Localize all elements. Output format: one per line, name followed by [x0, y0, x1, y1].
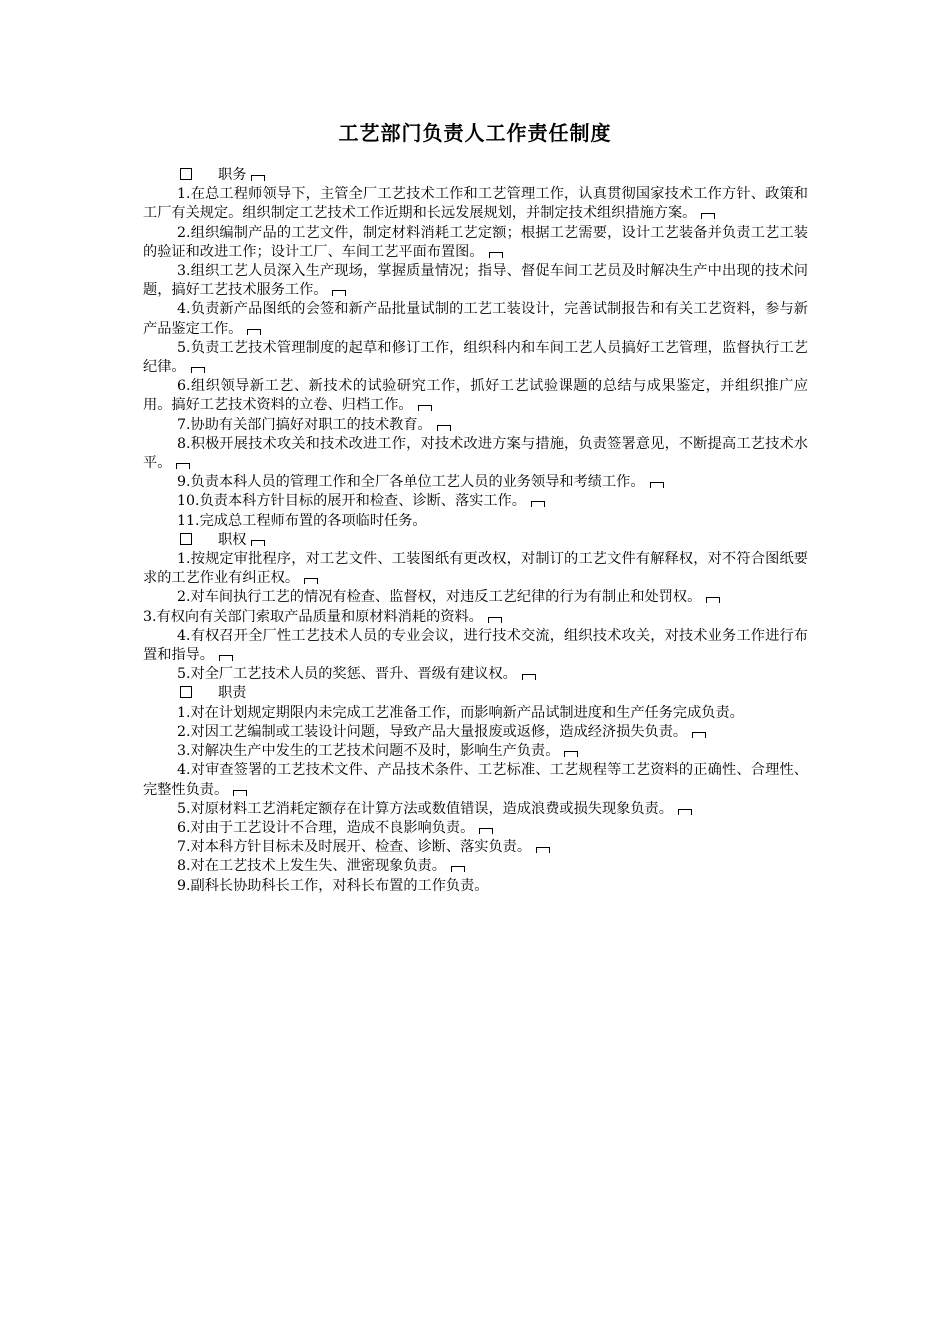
- paragraph-mark-icon: [251, 540, 265, 546]
- document-body: [143, 166, 808, 896]
- list-item: 2.组织编制产品的工艺文件，制定材料消耗工艺定额；根据工艺需要，设计工艺装备并负责工艺工装的验证和改进工作；设计工厂、车间工艺平面布置图。: [143, 224, 808, 260]
- list-item: 9.负责本科人员的管理工作和全厂各单位工艺人员的业务领导和考绩工作。: [143, 473, 808, 492]
- list-item: 6.组织领导新工艺、新技术的试验研究工作，抓好工艺试验课题的总结与成果鉴定，并组织推广应用。搞好工艺技术资料的立卷、归档工作。: [143, 378, 808, 414]
- checkbox-icon: [180, 686, 192, 698]
- list-item: 4.对审查签署的工艺技术文件、产品技术条件、工艺标准、工艺规程等工艺资料的正确性、合理性、完整性负责。: [143, 762, 808, 798]
- checkbox-icon: [180, 168, 192, 180]
- list-item: 1.按规定审批程序，对工艺文件、工装图纸有更改权，对制订的工艺文件有解释权，对不符合图纸要求的工艺作业有纠正权。: [143, 551, 808, 587]
- list-item: 9.副科长协助科长工作，对科长布置的工作负责。: [177, 877, 489, 894]
- paragraph-mark-icon: [332, 290, 346, 296]
- checkbox-icon: [180, 533, 192, 545]
- paragraph-mark-icon: [488, 617, 502, 623]
- paragraph-mark-icon: [219, 655, 233, 661]
- section-heading-responsibility: 职责: [143, 684, 808, 703]
- paragraph-mark-icon: [489, 252, 503, 258]
- list-item: 3.对解决生产中发生的工艺技术问题不及时，影响生产负责。: [143, 742, 808, 761]
- paragraph-mark-icon: [418, 405, 432, 411]
- list-item: 10.负责本科方针目标的展开和检查、诊断、落实工作。: [143, 492, 808, 511]
- paragraph-mark-icon: [536, 847, 550, 853]
- paragraph-mark-icon: [304, 578, 318, 584]
- paragraph-mark-icon: [650, 482, 664, 488]
- list-item: 1.在总工程师领导下，主管全厂工艺技术工作和工艺管理工作，认真贯彻国家技术工作方针、政策和工厂有关规定。组织制定工艺技术工作近期和长远发展规划，并制定技术组织措施方案。: [143, 186, 808, 222]
- paragraph-mark-icon: [437, 425, 451, 431]
- paragraph-mark-icon: [247, 329, 261, 335]
- list-item: 3.组织工艺人员深入生产现场，掌握质量情况；指导、督促车间工艺员及时解决生产中出现的技术问题，搞好工艺技术服务工作。: [143, 263, 808, 299]
- list-item: 3.有权向有关部门索取产品质量和原材料消耗的资料。: [143, 608, 808, 627]
- paragraph-mark-icon: [451, 866, 465, 872]
- paragraph-mark-icon: [191, 367, 205, 373]
- list-item: 11.完成总工程师布置的各项临时任务。: [177, 512, 427, 529]
- list-item: 1.对在计划规定期限内未完成工艺准备工作，而影响新产品试制进度和生产任务完成负责。: [177, 704, 744, 721]
- paragraph-mark-icon: [701, 213, 715, 219]
- list-item: 5.对原材料工艺消耗定额存在计算方法或数值错误，造成浪费或损失现象负责。: [143, 800, 808, 819]
- paragraph-mark-icon: [706, 597, 720, 603]
- list-item: 2.对车间执行工艺的情况有检查、监督权，对违反工艺纪律的行为有制止和处罚权。: [143, 588, 808, 607]
- paragraph-mark-icon: [522, 674, 536, 680]
- list-item: 5.对全厂工艺技术人员的奖惩、晋升、晋级有建议权。: [143, 665, 808, 684]
- list-item: 8.积极开展技术攻关和技术改进工作，对技术改进方案与措施，负责签署意见，不断提高工艺技术水平。: [143, 435, 808, 472]
- list-item: 6.对由于工艺设计不合理，造成不良影响负责。: [143, 819, 808, 838]
- paragraph-mark-icon: [531, 501, 545, 507]
- paragraph-mark-icon: [692, 732, 706, 738]
- paragraph-mark-icon: [176, 463, 190, 469]
- document-title: 工艺部门负责人工作责任制度: [338, 121, 612, 145]
- section-heading-duties: 职务: [143, 166, 808, 185]
- list-item: 4.有权召开全厂性工艺技术人员的专业会议，进行技术交流，组织技术攻关，对技术业务工作进行布置和指导。: [143, 627, 808, 664]
- paragraph-mark-icon: [251, 175, 265, 181]
- paragraph-mark-icon: [479, 828, 493, 834]
- list-item: 7.协助有关部门搞好对职工的技术教育。: [143, 416, 808, 435]
- paragraph-mark-icon: [678, 809, 692, 815]
- paragraph-mark-icon: [233, 790, 247, 796]
- list-item: 5.负责工艺技术管理制度的起草和修订工作，组织科内和车间工艺人员搞好工艺管理，监督执行工艺纪律。: [143, 339, 808, 376]
- list-item: 7.对本科方针目标未及时展开、检查、诊断、落实负责。: [143, 838, 808, 857]
- list-item: 2.对因工艺编制或工装设计问题，导致产品大量报废或返修，造成经济损失负责。: [143, 723, 808, 742]
- list-item: 8.对在工艺技术上发生失、泄密现象负责。: [143, 857, 808, 876]
- list-item: 4.负责新产品图纸的会签和新产品批量试制的工艺工装设计，完善试制报告和有关工艺资料，参与新产品鉴定工作。: [143, 301, 808, 337]
- section-heading-authority: 职权: [143, 531, 808, 550]
- paragraph-mark-icon: [564, 751, 578, 757]
